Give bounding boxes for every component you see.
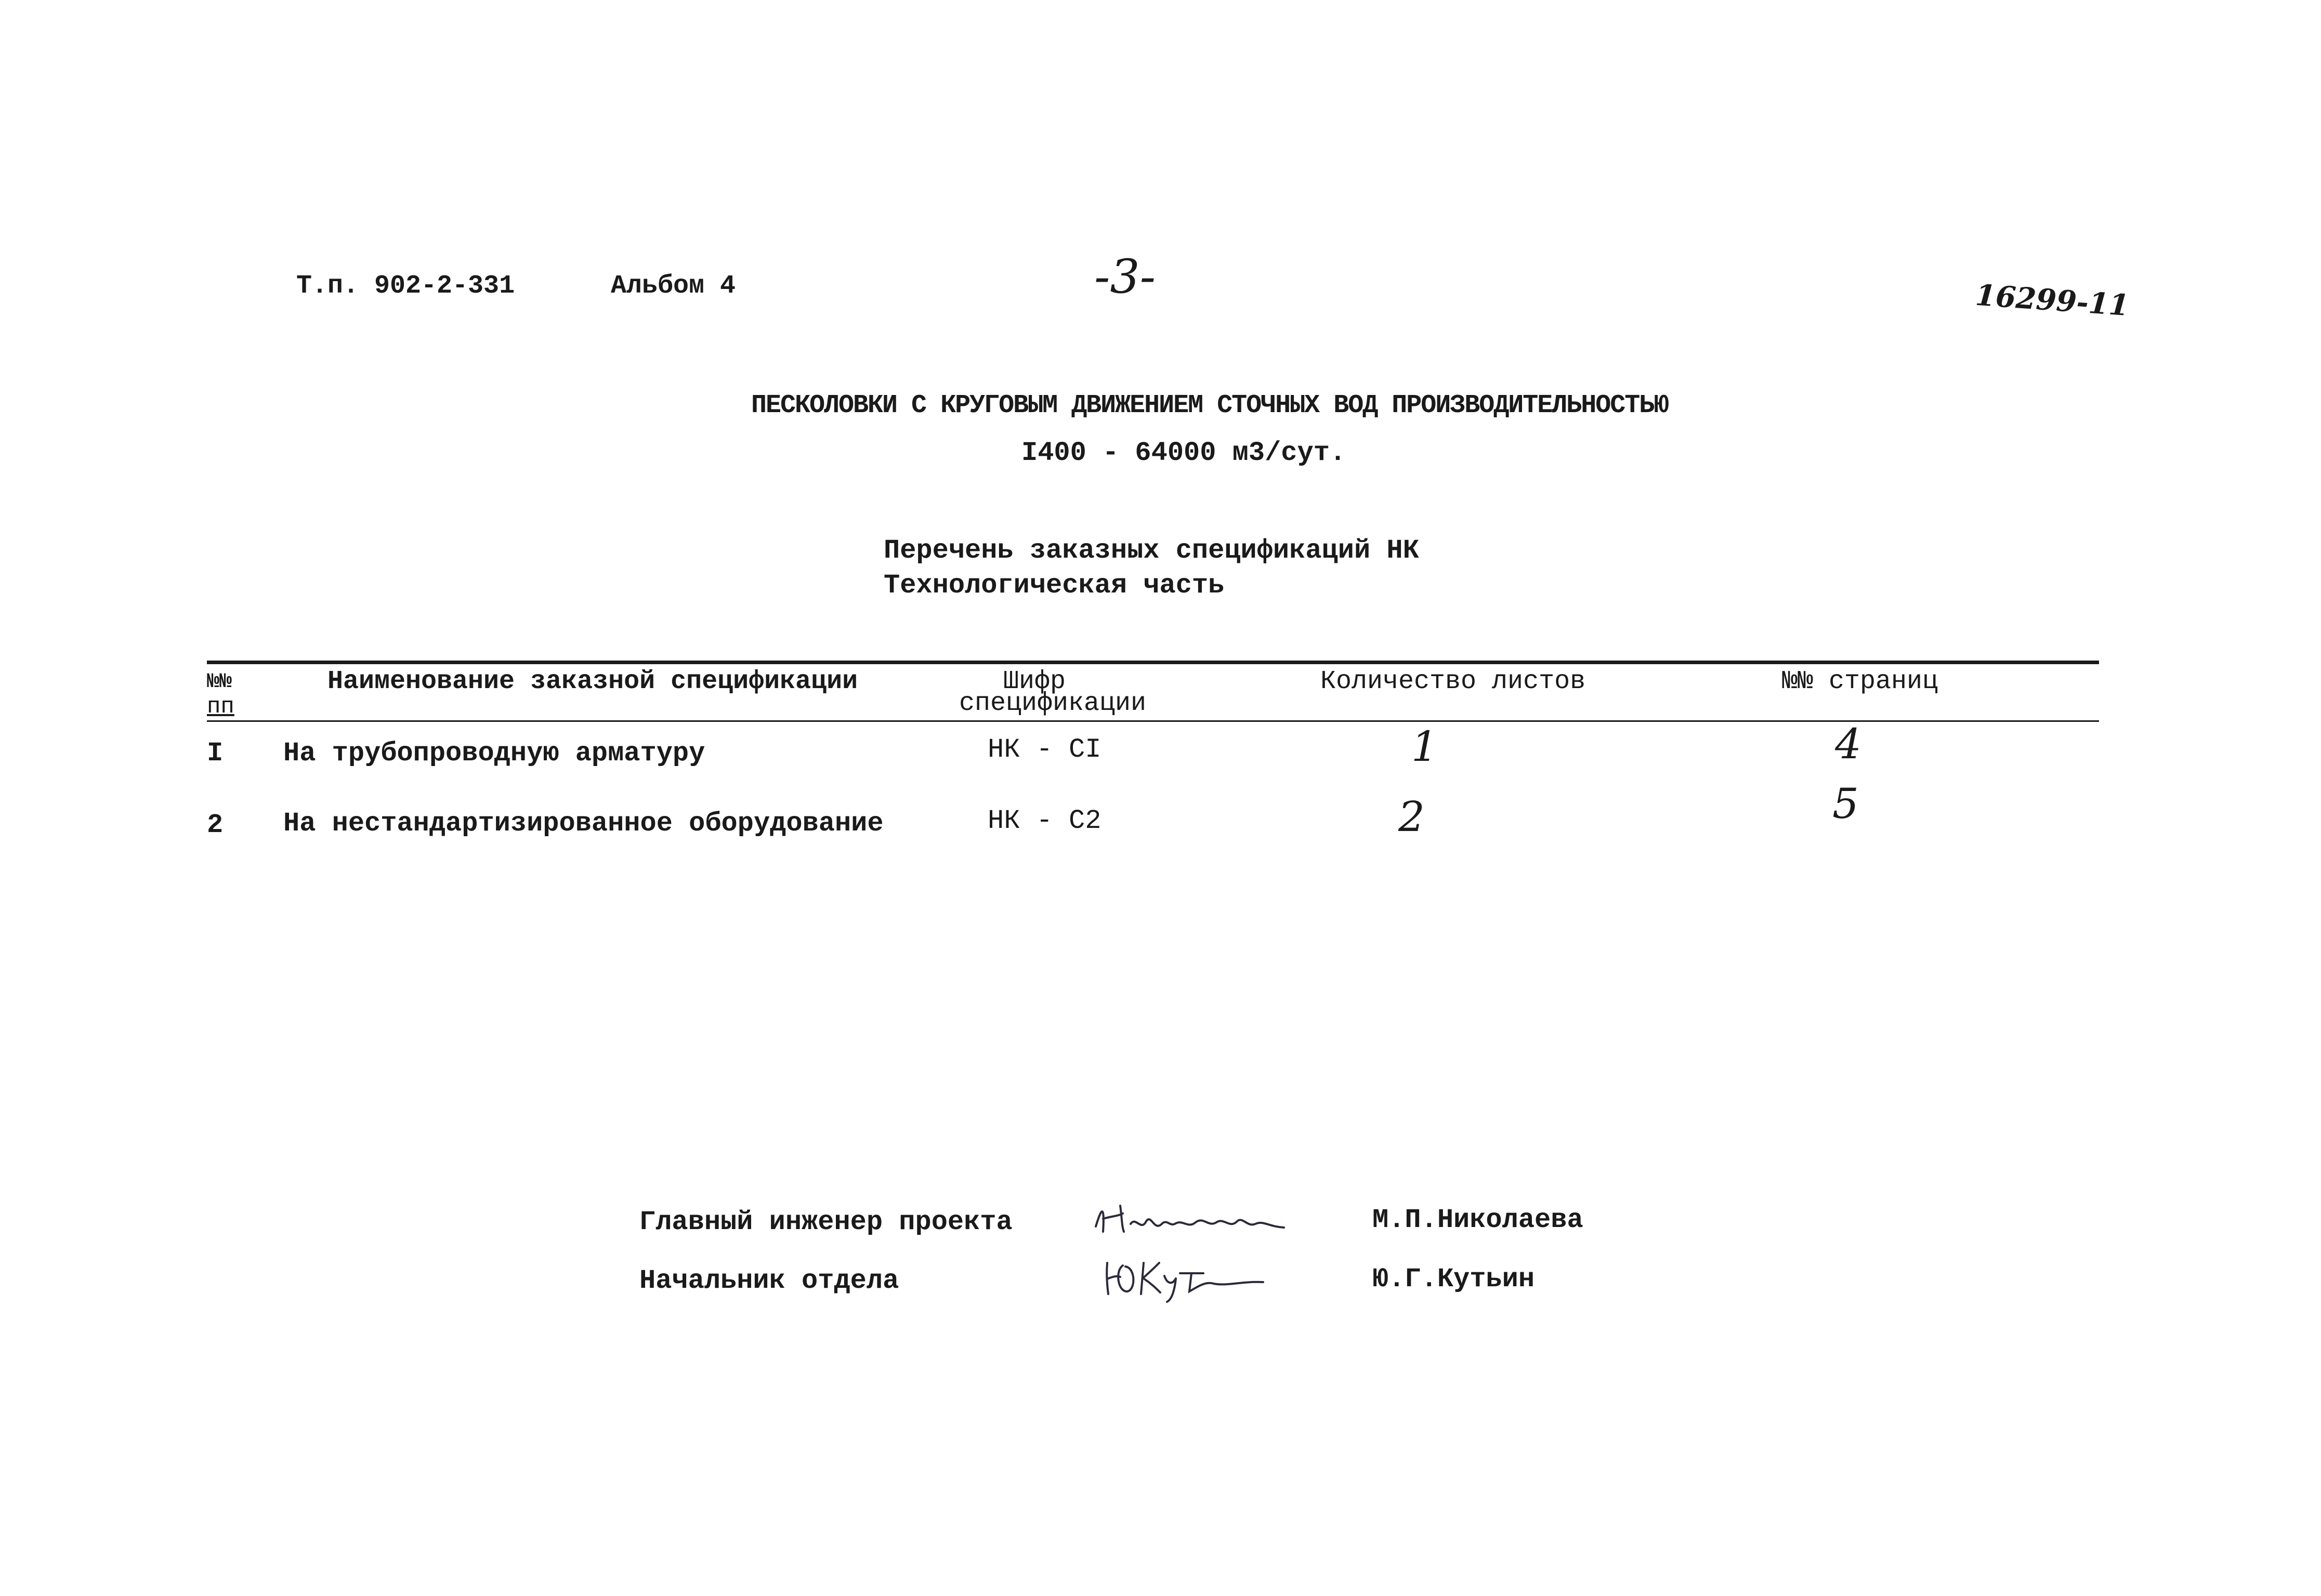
page-number: -3- (1094, 249, 1156, 304)
subtitle-line1: Перечень заказных спецификаций НК (884, 535, 1419, 566)
row-name: На нестандартизированное оборудование (283, 808, 884, 839)
header-code-line1: Шифр (1003, 667, 1066, 696)
row-pages: 5 (1832, 780, 1859, 828)
header-name: Наименование заказной спецификации (327, 667, 858, 696)
project-code: Т.п. 902-2-331 (296, 271, 515, 301)
signature-role-department-head: Начальник отдела (639, 1265, 899, 1296)
row-code: НК - СI (988, 734, 1102, 765)
row-num: I (207, 738, 224, 769)
header-sheets: Количество листов (1320, 667, 1586, 696)
row-code: НК - С2 (988, 806, 1102, 836)
album-label: Альбом 4 (611, 271, 736, 301)
row-pages: 4 (1835, 720, 1861, 768)
table-header-rule (207, 720, 2099, 722)
header-pages: №№ страниц (1782, 667, 1938, 696)
signature-role-chief-engineer: Главный инженер проекта (639, 1207, 1013, 1237)
header-num-line2: пп (207, 694, 234, 720)
handwritten-signature-chief-engineer (1092, 1195, 1289, 1245)
signature-name-department-head: Ю.Г.Кутьин (1372, 1264, 1535, 1295)
header-num-line1: №№ (207, 670, 232, 694)
row-sheets: 2 (1398, 793, 1425, 841)
table-top-rule (207, 661, 2099, 664)
inventory-number: 16299-11 (1974, 278, 2130, 323)
handwritten-signature-department-head (1102, 1250, 1268, 1310)
row-num: 2 (207, 810, 224, 840)
document-title-line2: I400 - 64000 м3/сут. (1021, 438, 1346, 468)
subtitle-line2: Технологическая часть (884, 570, 1225, 601)
row-name: На трубопроводную арматуру (283, 738, 705, 769)
signature-name-chief-engineer: М.П.Николаева (1372, 1205, 1583, 1235)
row-sheets: 1 (1411, 722, 1438, 771)
document-title-line1: ПЕСКОЛОВКИ С КРУГОВЫМ ДВИЖЕНИЕМ СТОЧНЫХ ВОД ПРОИЗВОДИТЕЛЬНОСТЬЮ (751, 391, 1669, 420)
header-code-line2: спецификации (959, 689, 1147, 718)
